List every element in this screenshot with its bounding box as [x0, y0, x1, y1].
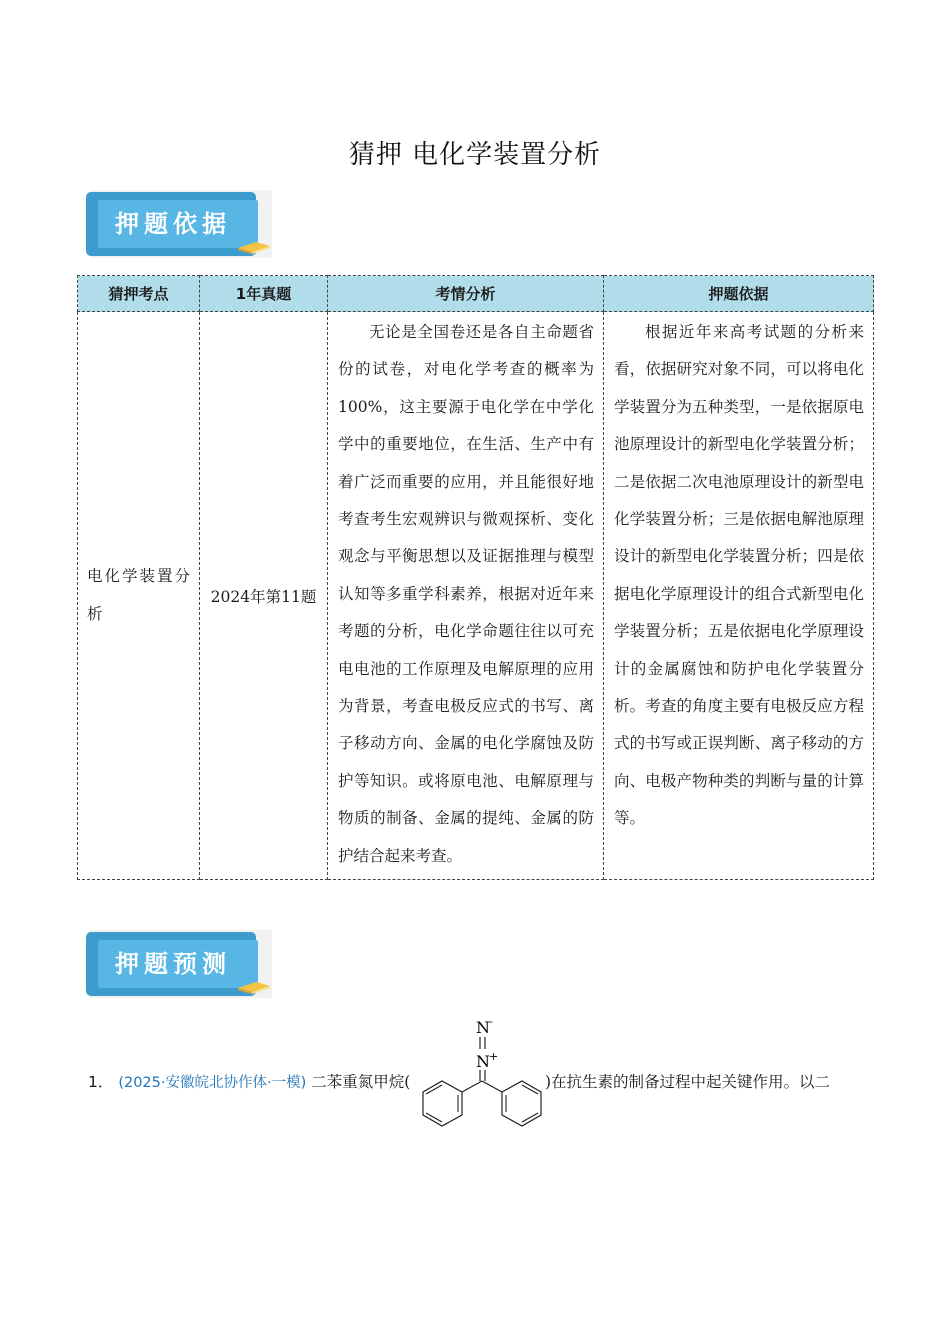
section-banner-label: 押题依据: [115, 210, 231, 238]
question-number: 1．: [88, 1073, 114, 1091]
charge-minus: -: [489, 1015, 493, 1028]
table-header-row: [78, 276, 874, 312]
section-banner-prediction: [86, 930, 272, 998]
cell-topic: 电化学装置分析: [78, 312, 200, 880]
page-title: 猜押 电化学装置分析: [348, 140, 602, 170]
cell-analysis: 无论是全国卷还是各自主命题省份的试卷，对电化学考查的概率为100%，这主要源于电化学在中学化学中的重要地位，在生活、生产中有着广泛而重要的应用，并且能很好地考查考生宏观辨识与微观探析、变化观念与平衡思想以及证据推理与模型认知等多重学科素养，根据对近年来考题的分析，电化学命题往往以可充电电池的工作原理及电解原理的应用为背景，考查电极反应式的书写、离子移动方向、金属的电化学腐蚀及防护等知识。或将原电池、电解原理与物质的制备、金属的提纯、金属的防护结合起来考查。: [328, 312, 604, 880]
charge-plus: +: [489, 1050, 499, 1063]
header-analysis: 考情分析: [328, 276, 604, 312]
book-icon: [236, 238, 272, 254]
atom-n-mid: N: [476, 1052, 490, 1071]
cell-year: 2024年第11题: [200, 312, 328, 880]
question-text-continued: )在抗生素的制备过程中起关键作用。以二: [545, 1073, 831, 1091]
cell-basis: 根据近年来高考试题的分析来看，依据研究对象不同，可以将电化学装置分为五种类型，一是依据原电池原理设计的新型电化学装置分析；二是依据二次电池原理设计的新型电化学装置分析；三是依据电解池原理设计的新型电化学装置分析；四是依据电化学原理设计的组合式新型电化学装置分析；五是依据电化学原理设计的金属腐蚀和防护电化学装置分析。考查的角度主要有电极反应方程式的书写或正误判断、离子移动的方向、电极产物种类的判断与量的计算等。: [604, 312, 874, 880]
atom-n-top: N: [476, 1018, 490, 1037]
book-icon: [236, 978, 272, 994]
table-row: [78, 312, 874, 880]
section-banner-label: 押题预测: [115, 950, 231, 978]
header-topic: 猜押考点: [78, 276, 200, 312]
question-text: 二苯重氮甲烷(: [311, 1073, 411, 1091]
question-source-link[interactable]: (2025·安徽皖北协作体·一模): [118, 1075, 307, 1091]
diphenyldiazomethane-structure: [422, 1015, 547, 1127]
header-year: 1年真题: [200, 276, 328, 312]
analysis-table: [77, 275, 874, 880]
section-banner-basis: [86, 190, 272, 258]
header-basis: 押题依据: [604, 276, 874, 312]
